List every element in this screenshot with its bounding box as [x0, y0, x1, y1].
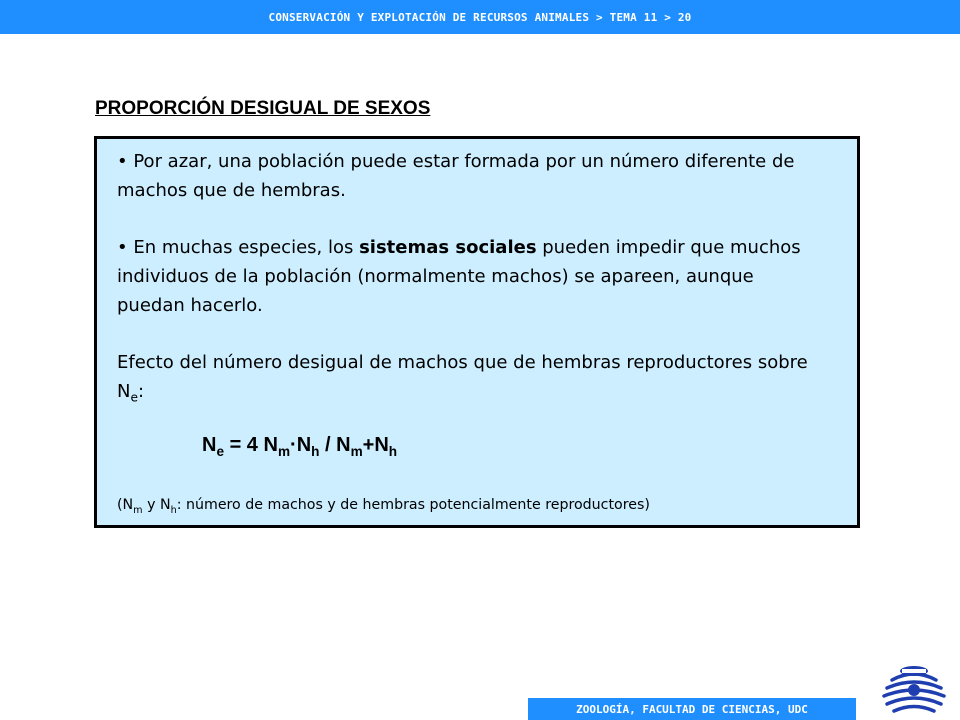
bullet2-text-after: pueden impedir que muchos individuos de la población (normalmente machos) se apareen, aunque puedan hacerlo.	[117, 237, 801, 316]
formula-lhs: N	[202, 434, 217, 456]
note-rest: : número de machos y de hembras potencialmente reproductores)	[176, 497, 650, 513]
note-open: (N	[117, 497, 134, 513]
effect-subscript: e	[130, 390, 138, 405]
formula-part2: ·N	[290, 434, 312, 456]
slide-title: PROPORCIÓN DESIGUAL DE SEXOS	[95, 98, 431, 119]
header-breadcrumb: CONSERVACIÓN Y EXPLOTACIÓN DE RECURSOS ANIMALES > TEMA 11 > 20	[0, 0, 960, 34]
formula-lhs-sub: e	[216, 444, 225, 459]
bullet2-bold-term: sistemas sociales	[359, 237, 537, 258]
footer-credit: ZOOLOGÍA, FACULTAD DE CIENCIAS, UDC	[528, 698, 856, 720]
effect-colon: :	[138, 381, 145, 402]
formula-sub-m1: m	[277, 444, 291, 459]
formula-part4: +N	[362, 434, 389, 456]
note-sub-h: h	[170, 504, 177, 516]
bullet-random: • Por azar, una población puede estar formada por un número diferente de machos que de hembras.	[117, 151, 795, 201]
university-logo-icon	[878, 660, 950, 716]
formula-note	[117, 497, 650, 516]
formula-sub-h2: h	[388, 444, 398, 459]
note-mid: y N	[142, 497, 171, 513]
bullet2-text-before: • En muchas especies, los	[117, 237, 360, 258]
effect-text-main: Efecto del número desigual de machos que de hembras reproductores sobre N	[117, 352, 808, 402]
formula-part3: / N	[319, 434, 351, 456]
bullet-social-systems	[117, 233, 827, 320]
formula-sub-h1: h	[311, 444, 320, 459]
effect-text	[117, 348, 827, 413]
formula-sub-m2: m	[350, 444, 363, 459]
note-sub-m: m	[133, 504, 143, 516]
ne-formula	[202, 434, 397, 459]
formula-part1: = 4 N	[224, 434, 278, 456]
content-box	[94, 136, 860, 528]
